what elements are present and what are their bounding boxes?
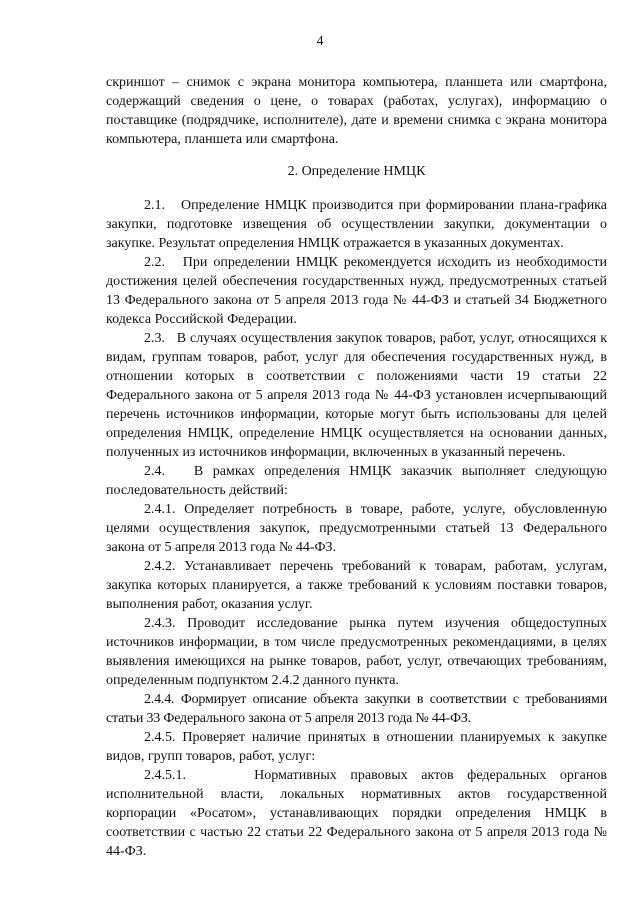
paragraph-2-4-5-1: 2.4.5.1. Нормативных правовых актов федеральных органов исполнительной власти, локальных нормативных актов государственной корпорации «Росатом», устанавливающих порядки определения НМЦК в соответствии с частью 22 статьи 22 Федерального закона от 5 апреля 2013 года № 44-ФЗ.: [106, 768, 607, 859]
paragraph-2-3: 2.3. В случаях осуществления закупок товаров, работ, услуг, относящихся к видам, группам товаров, работ, услуг для обеспечения государственных нужд, в отношении которых в соответствии с положениями части 19 статьи 22 Федерального закона от 5 апреля 2013 года № 44-ФЗ установлен исчерпывающий перечень источников информации, которые могут быть использованы для целей определения НМЦК, определение НМЦК осуществляется на основании данных, полученных из источников информации, включенных в указанный перечень.: [106, 331, 607, 460]
paragraph-2-4-4: 2.4.4. Формирует описание объекта закупки в соответствии с требованиями статьи 33 Федерального закона от 5 апреля 2013 года № 44-ФЗ.: [106, 692, 607, 726]
paragraph-2-4-2: 2.4.2. Устанавливает перечень требований к товарам, работам, услугам, закупка которых планируется, а также требований к условиям поставки товаров, выполнения работ, оказания услуг.: [106, 559, 607, 612]
paragraph-2-1: 2.1. Определение НМЦК производится при формировании плана-графика закупки, подготовке извещения об осуществлении закупки, документации о закупке. Результат определения НМЦК отражается в указанных документах.: [106, 198, 607, 251]
section-heading: 2. Определение НМЦК: [287, 164, 426, 179]
paragraph-2-4-1: 2.4.1. Определяет потребность в товаре, работе, услуге, обусловленную целями осуществления закупок, предусмотренными статьей 13 Федерального закона от 5 апреля 2013 года № 44-ФЗ.: [106, 502, 607, 555]
intro-paragraph: скриншот – снимок с экрана монитора компьютера, планшета или смартфона, содержащий сведения о цене, о товарах (работах, услугах), информацию о поставщике (подрядчике, исполнителе), дате и времени снимка с экрана монитора компьютера, планшета или смартфона.: [106, 75, 607, 147]
paragraph-2-2: 2.2. При определении НМЦК рекомендуется исходить из необходимости достижения целей обеспечения государственных нужд, предусмотренных статьей 13 Федерального закона от 5 апреля 2013 года № 44-ФЗ и статьей 34 Бюджетного кодекса Российской Федерации.: [106, 255, 607, 327]
page-number: 4: [316, 34, 324, 49]
paragraph-2-4: 2.4. В рамках определения НМЦК заказчик выполняет следующую последовательность действий:: [106, 464, 607, 498]
document-body: [106, 73, 607, 861]
paragraph-2-4-3: 2.4.3. Проводит исследование рынка путем изучения общедоступных источников информации, в том числе предусмотренных рекомендациями, в целях выявления имеющихся на рынке товаров, работ, услуг, отвечающих требованиям, определенным подпунктом 2.4.2 данного пункта.: [106, 616, 607, 688]
paragraph-2-4-5: 2.4.5. Проверяет наличие принятых в отношении планируемых к закупке видов, групп товаров, работ, услуг:: [106, 730, 607, 764]
